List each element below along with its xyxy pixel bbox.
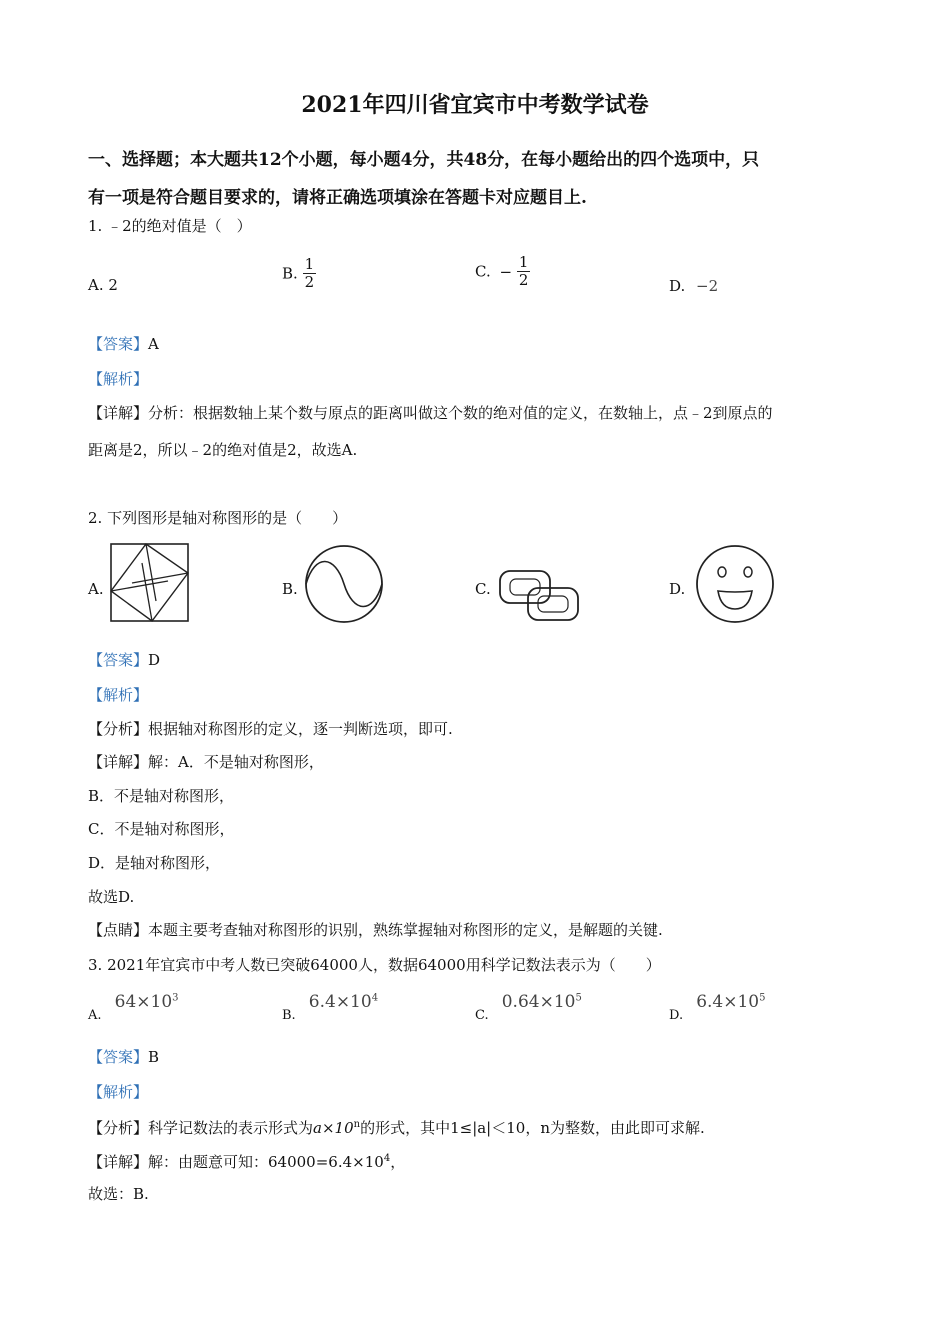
q2-c-line: C．不是轴对称图形， (88, 820, 235, 838)
q3-answer-tag: 【答案】 (88, 1048, 149, 1066)
q2-stem: 2. 下列图形是轴对称图形的是（ ） (88, 509, 348, 527)
q3-option-c-label: C. (475, 1008, 489, 1023)
q3-detail-pre: 【详解】解：由题意可知：64000=6.4×10 (88, 1153, 384, 1171)
q3-answer (88, 1047, 159, 1067)
q1-answer-tag: 【答案】 (88, 335, 149, 353)
q1-option-b-label: B. (282, 264, 298, 283)
q3-detail-exp: 4 (383, 1153, 391, 1164)
q3-option-b-exp: 4 (371, 992, 379, 1004)
q1-answer (88, 334, 159, 354)
q2-figure-a-square-icon (110, 543, 190, 623)
q1-option-b-fraction (303, 256, 317, 291)
q1-option-c-sign: − (499, 262, 513, 281)
q2-b-line: B．不是轴对称图形， (88, 787, 235, 805)
q3-option-c-exp: 5 (575, 992, 582, 1004)
q1-option-b-numerator: 1 (304, 255, 315, 273)
q3-answer-value: B (148, 1048, 160, 1066)
q3-option-d (669, 992, 766, 1023)
q3-option-c (475, 992, 582, 1023)
q3-option-b-base: 6.4×10 (308, 992, 372, 1012)
q3-detail-post: ， (390, 1153, 406, 1171)
q3-option-d-base: 6.4×10 (696, 992, 760, 1012)
q2-figure-c-link-icon (498, 568, 582, 624)
q2-detail: 【详解】解：A．不是轴对称图形， (88, 753, 324, 771)
q2-option-c-label: C. (475, 580, 491, 598)
q3-option-b (282, 992, 379, 1023)
q2-analysis-tag: 【解析】 (88, 686, 149, 704)
q1-option-c (475, 254, 530, 289)
q2-answer (88, 650, 160, 670)
q3-option-d-exp: 5 (759, 992, 766, 1004)
q3-fenxi-post: 的形式，其中1≤|a|＜10，n为整数，由此即可求解. (360, 1119, 705, 1137)
q3-analysis-tag: 【解析】 (88, 1083, 149, 1101)
q3-option-c-base: 0.64×10 (501, 992, 576, 1012)
q1-option-c-numerator: 1 (518, 253, 529, 271)
q2-answer-tag: 【答案】 (88, 651, 149, 669)
q1-stem: 1. ﹣2的绝对值是（ ） (88, 217, 252, 235)
q3-conclusion: 故选：B. (88, 1185, 149, 1203)
q3-option-b-label: B. (282, 1008, 296, 1023)
q1-option-d-value: −2 (696, 277, 719, 295)
q3-option-a-label: A. (88, 1008, 102, 1023)
q1-detail-line1: 【详解】分析：根据数轴上某个数与原点的距离叫做这个数的绝对值的定义，在数轴上，点﹣2到原点的 (88, 404, 773, 422)
q2-figure-d-smiley-icon (694, 543, 776, 625)
q3-option-d-label: D. (669, 1008, 684, 1023)
q2-answer-value: D (148, 651, 161, 669)
q1-analysis-tag: 【解析】 (88, 370, 149, 388)
q1-option-c-denominator: 2 (518, 271, 529, 289)
q1-detail-line2: 距离是2，所以﹣2的绝对值是2，故选A. (88, 441, 358, 459)
q1-answer-value: A (148, 335, 159, 353)
q2-option-d-label: D. (669, 580, 686, 598)
q2-fenxi: 【分析】根据轴对称图形的定义，逐一判断选项，即可. (88, 720, 453, 738)
q3-fenxi-pre: 【分析】科学记数法的表示形式为 (88, 1119, 314, 1137)
q3-option-a-base: 64×10 (114, 992, 173, 1012)
page-title: 2021年四川省宜宾市中考数学试卷 (301, 92, 649, 118)
q3-option-a (88, 992, 179, 1023)
q1-option-c-label: C. (475, 262, 491, 281)
q2-option-a-label: A. (88, 580, 104, 598)
q1-option-a: A. 2 (88, 276, 118, 294)
q3-stem: 3. 2021年宜宾市中考人数已突破64000人，数据64000用科学记数法表示为（ ） (88, 956, 661, 974)
q1-option-b-denominator: 2 (304, 273, 315, 291)
q3-detail (88, 1149, 405, 1172)
q1-option-d (669, 277, 718, 295)
q2-option-b-label: B. (282, 580, 298, 598)
section-header-line2: 有一项是符合题目要求的，请将正确选项填涂在答题卡对应题目上. (88, 188, 587, 208)
section-header-line1: 一、选择题；本大题共12个小题，每小题4分，共48分，在每小题给出的四个选项中，只 (88, 150, 760, 170)
q3-fenxi (88, 1115, 705, 1138)
q2-conclusion: 故选D. (88, 888, 135, 906)
q3-fenxi-exp: n (353, 1119, 361, 1130)
q2-dianjing: 【点睛】本题主要考查轴对称图形的识别，熟练掌握轴对称图形的定义，是解题的关键. (88, 921, 663, 939)
q1-option-b (282, 256, 316, 291)
q3-fenxi-formula: a×10 (313, 1119, 354, 1137)
q2-d-line: D．是轴对称图形， (88, 854, 221, 872)
q1-option-d-label: D. (669, 277, 686, 295)
q1-option-c-fraction (517, 254, 531, 289)
q3-option-a-exp: 3 (172, 992, 179, 1004)
q2-figure-b-yinyang-icon (303, 543, 385, 625)
